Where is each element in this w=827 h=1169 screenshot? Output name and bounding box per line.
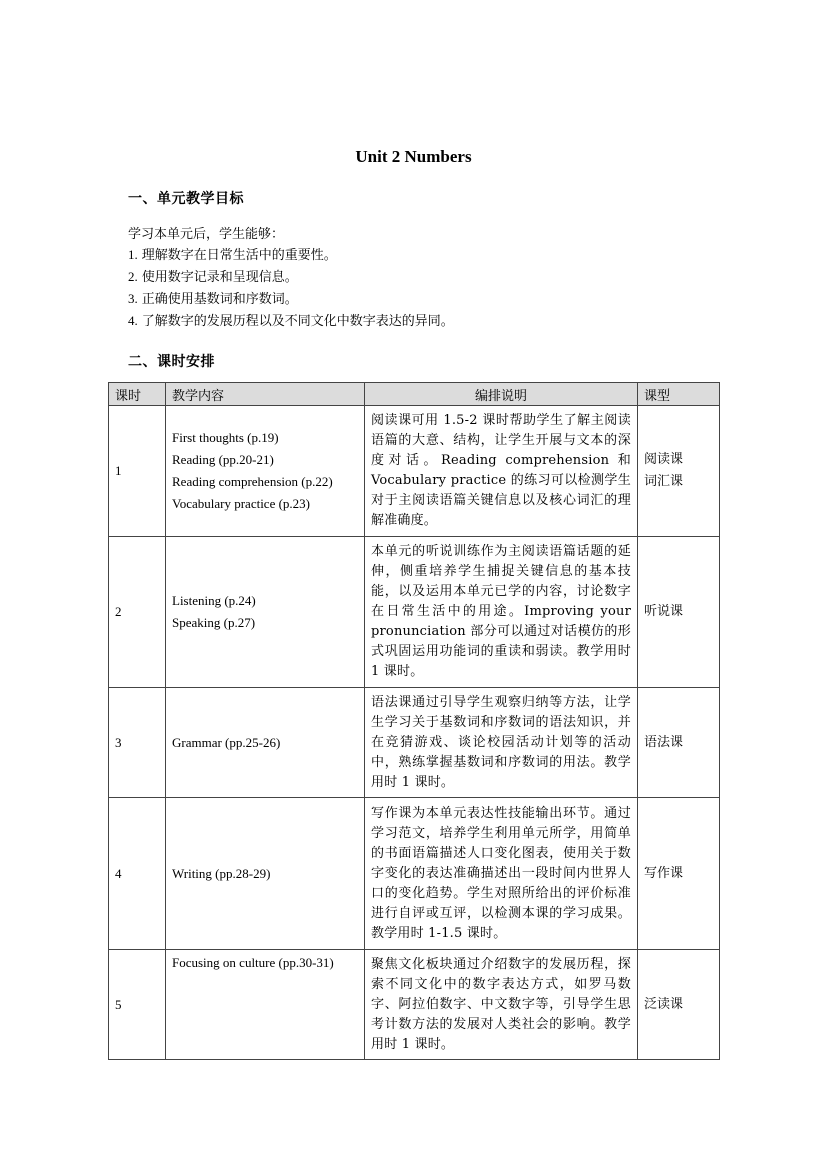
section-heading-goals: 一、单元教学目标 [128,191,244,207]
lesson-type: 阅读课 词汇课 [638,406,720,537]
list-item: 2. 使用数字记录和呈现信息。 [128,269,298,285]
lesson-number: 3 [109,688,166,798]
header-desc: 编排说明 [365,383,638,406]
lesson-content: Focusing on culture (pp.30-31) [166,950,365,1060]
lesson-type: 写作课 [638,798,720,950]
lesson-plan-table [108,382,720,1060]
header-content: 教学内容 [166,383,365,406]
lesson-type: 语法课 [638,688,720,798]
goals-intro: 学习本单元后，学生能够： [128,227,285,242]
lesson-number: 2 [109,537,166,688]
lesson-content: Grammar (pp.25-26) [166,688,365,798]
lesson-description: 语法课通过引导学生观察归纳等方法，让学生学习关于基数词和序数词的语法知识，并在竞猜游戏、谈论校园活动计划等的活动中，熟练掌握基数词和序数词的用法。教学用时 1 课时。 [365,688,638,798]
lesson-type: 听说课 [638,537,720,688]
list-item: 3. 正确使用基数词和序数词。 [128,291,298,307]
header-lesson: 课时 [109,383,166,406]
lesson-number: 4 [109,798,166,950]
lesson-content: Listening (p.24) Speaking (p.27) [166,537,365,688]
list-item: 1. 理解数字在日常生活中的重要性。 [128,247,337,263]
page-title: Unit 2 Numbers [355,147,472,166]
lesson-content: Writing (pp.28-29) [166,798,365,950]
lesson-description: 写作课为本单元表达性技能输出环节。通过学习范文，培养学生利用单元所学，用简单的书面语篇描述人口变化图表，使用关于数字变化的表达准确描述出一段时间内世界人口的变化趋势。学生对照所给出的评价标准进行自评或互评，以检测本课的学习成果。教学用时 1-1.5 课时。 [365,798,638,950]
lesson-description: 本单元的听说训练作为主阅读语篇话题的延伸，侧重培养学生捕捉关键信息的基本技能，以及运用本单元已学的内容，讨论数字在日常生活中的用途。Improving your pronunciation 部分可以通过对话模仿的形式巩固运用功能词的重读和弱读。教学用时 1 课时。 [365,537,638,688]
table-row [109,537,720,688]
goals-list [128,244,454,332]
table-row [109,798,720,950]
list-item: 4. 了解数字的发展历程以及不同文化中数字表达的异同。 [128,313,454,329]
header-type: 课型 [638,383,720,406]
lesson-content: First thoughts (p.19) Reading (pp.20-21) Reading comprehension (p.22) Vocabulary practice (p.23) [166,406,365,537]
table-header-row [109,383,720,406]
lesson-description: 阅读课可用 1.5-2 课时帮助学生了解主阅读语篇的大意、结构，让学生开展与文本的深度对话。Reading comprehension 和 Vocabulary practice 的练习可以检测学生对于主阅读语篇关键信息以及核心词汇的理解准确度。 [365,406,638,537]
table-row [109,950,720,1060]
table-row [109,688,720,798]
section-heading-schedule: 二、课时安排 [128,354,215,370]
lesson-number: 5 [109,950,166,1060]
lesson-number: 1 [109,406,166,537]
lesson-description: 聚焦文化板块通过介绍数字的发展历程，探索不同文化中的数字表达方式，如罗马数字、阿拉伯数字、中文数字等，引导学生思考计数方法的发展对人类社会的影响。教学用时 1 课时。 [365,950,638,1060]
lesson-type: 泛读课 [638,950,720,1060]
table-row [109,406,720,537]
